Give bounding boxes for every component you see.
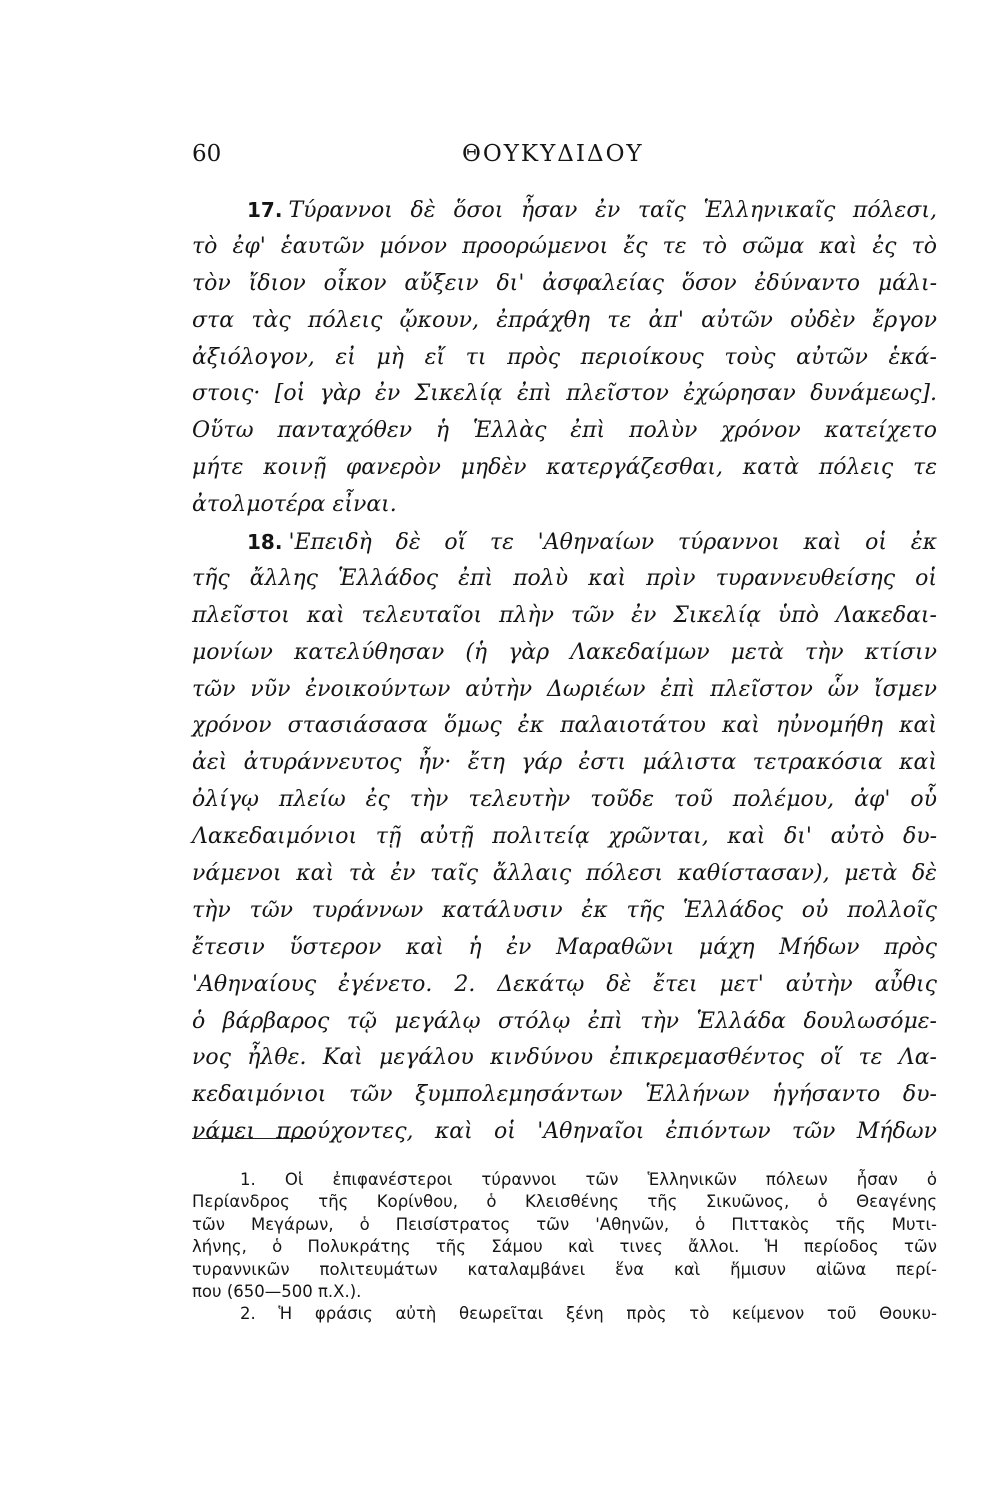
- footnote-line: λήνης, ὁ Πολυκράτης τῆς Σάμου καὶ τινες ἄλλοι. Ἡ περίοδος τῶν: [192, 1237, 937, 1257]
- footnote-line: Περίανδρος τῆς Κορίνθου, ὁ Κλεισθένης τῆς Σικυῶνος, ὁ Θεαγένης: [192, 1192, 937, 1212]
- footnote-divider: [192, 1138, 312, 1139]
- text-line: χρόνον στασιάσασα ὅμως ἐκ παλαιοτάτου καὶ ηὐνομήθη καὶ: [192, 713, 937, 739]
- text-line: ἀξιόλογον, εἰ μὴ εἴ τι πρὸς περιοίκους τοὺς αὐτῶν ἑκά-: [192, 344, 937, 370]
- footnote-line: 2. Ἡ φράσις αὐτὴ θεωρεῖται ξένη πρὸς τὸ κείμενον τοῦ Θουκυ-: [240, 1304, 937, 1324]
- text-line: Οὕτω πανταχόθεν ἡ Ἑλλὰς ἐπὶ πολὺν χρόνον κατείχετο: [192, 418, 937, 444]
- text-line: πλεῖστοι καὶ τελευταῖοι πλὴν τῶν ἐν Σικελίᾳ ὑπὸ Λακεδαι-: [192, 602, 937, 628]
- footnotes: [192, 1169, 937, 1326]
- text-line: τὸ ἐφ' ἑαυτῶν μόνον προορώμενοι ἔς τε τὸ σῶμα καὶ ἐς τὸ: [192, 233, 937, 259]
- text-line: νος ἦλθε. Καὶ μεγάλου κινδύνου ἐπικρεμασθέντος οἵ τε Λα-: [192, 1045, 937, 1071]
- text-line: μήτε κοινῇ φανερὸν μηδὲν κατεργάζεσθαι, κατὰ πόλεις τε: [192, 455, 937, 481]
- text-line: τὴν τῶν τυράννων κατάλυσιν ἐκ τῆς Ἑλλάδος οὐ πολλοῖς: [192, 897, 937, 923]
- text-line: τῆς ἄλλης Ἑλλάδος ἐπὶ πολὺ καὶ πρὶν τυραννευθείσης οἱ: [192, 565, 937, 591]
- text-line: 'Αθηναίους ἐγένετο. 2. Δεκάτῳ δὲ ἔτει μετ' αὐτὴν αὖθις: [192, 971, 937, 997]
- text-line: Λακεδαιμόνιοι τῇ αὐτῇ πολιτείᾳ χρῶνται, καὶ δι' αὐτὸ δυ-: [192, 824, 937, 850]
- text-line: στα τὰς πόλεις ᾤκουν, ἐπράχθη τε ἀπ' αὐτῶν οὐδὲν ἔργον: [192, 307, 937, 333]
- text-line: ὀλίγῳ πλείω ἐς τὴν τελευτὴν τοῦδε τοῦ πολέμου, ἀφ' οὗ: [192, 787, 937, 813]
- text-line: ὁ βάρβαρος τῷ μεγάλῳ στόλῳ ἐπὶ τὴν Ἑλλάδα δουλωσόμε-: [192, 1008, 937, 1034]
- section-18-opening: 'Επειδὴ δὲ οἵ τε 'Αθηναίων τύραννοι καὶ οἱ ἐκ: [288, 530, 937, 556]
- text-line: ἀεὶ ἀτυράννευτος ἦν· ἔτη γάρ ἐστι μάλιστα τετρακόσια καὶ: [192, 750, 937, 776]
- text-line: κεδαιμόνιοι τῶν ξυμπολεμησάντων Ἑλλήνων ἡγήσαντο δυ-: [192, 1082, 937, 1108]
- footnote-line: τυραννικῶν πολιτευμάτων καταλαμβάνει ἕνα καὶ ἥμισυν αἰῶνα περί-: [192, 1259, 937, 1279]
- text-line: ἔτεσιν ὕστερον καὶ ἡ ἐν Μαραθῶνι μάχη Μήδων πρὸς: [192, 934, 937, 960]
- section-17-opening: Τύραννοι δὲ ὅσοι ἦσαν ἐν ταῖς Ἑλληνικαῖς πόλεσι,: [288, 198, 937, 223]
- footnote-line: που (650—500 π.Χ.).: [192, 1281, 362, 1301]
- text-line: στοις· [οἱ γὰρ ἐν Σικελίᾳ ἐπὶ πλεῖστον ἐχώρησαν δυνάμεως].: [192, 381, 937, 407]
- text-line: τῶν νῦν ἐνοικούντων αὐτὴν Δωριέων ἐπὶ πλεῖστον ὧν ἴσμεν: [192, 676, 937, 702]
- text-line: νάμενοι καὶ τὰ ἐν ταῖς ἄλλαις πόλεσι καθίστασαν), μετὰ δὲ: [192, 861, 937, 887]
- main-text: [192, 192, 937, 1151]
- section-17-first-line: [192, 192, 937, 229]
- text-line: τὸν ἴδιον οἶκον αὔξειν δι' ἀσφαλείας ὅσον ἐδύναντο μάλι-: [192, 270, 937, 296]
- footnote-line: 1. Οἱ ἐπιφανέστεροι τύραννοι τῶν Ἑλληνικῶν πόλεων ἦσαν ὁ: [240, 1170, 937, 1189]
- page-number: 60: [192, 141, 222, 167]
- section-number-18: 18.: [247, 530, 283, 555]
- text-line: ἀτολμοτέρα εἶναι.: [192, 492, 397, 518]
- text-line: μονίων κατελύθησαν (ἡ γὰρ Λακεδαίμων μετὰ τὴν κτίσιν: [192, 639, 937, 665]
- running-title: ΘΟΥΚΥΔΙΔΟΥ: [462, 141, 644, 167]
- section-number-17: 17.: [247, 198, 283, 222]
- section-18-first-line: [192, 524, 937, 561]
- footnote-line: τῶν Μεγάρων, ὁ Πεισίστρατος τῶν 'Αθηνῶν, ὁ Πιττακὸς τῆς Μυτι-: [192, 1214, 937, 1234]
- text-line: νάμει προύχοντες, καὶ οἱ 'Αθηναῖοι ἐπιόντων τῶν Μήδων: [192, 1119, 937, 1145]
